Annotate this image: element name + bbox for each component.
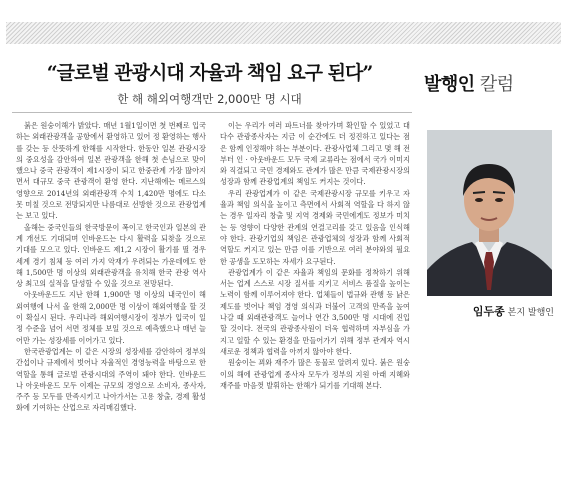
paragraph: 올해는 중국인들의 한국방문이 폭이고 한국인과 일본의 관계 개선도 기대되며 인바운드는 다시 활력을 되찾을 것으로 기대를 모으고 있다. 인바운드 제1,2 시장이 활기를 띨 경우 세계 경기 침체 등 여러 가지 악재가 우려되는 가운데에도 한 해 1,500만 명 이상의 외래관광객을 유치해 한국 관광 역사상 최고의 실적을 달성할 수 있을 것으로 전망된다. xyxy=(16,222,206,289)
headline-divider xyxy=(12,112,412,113)
paragraph: 우리 관광업계가 이 같은 국제관광시장 규모를 키우고 자율과 책임 의식을 높이고 측면에서 사회적 역할을 다 하지 않는 경우 일자리 창출 및 지역 경제와 국민에게도 정보가 미치는 등 영향이 다양한 관계의 연결고리를 갖고 있음을 인식해야 한다. 관광기업의 책임은 관광업체의 성장과 함께 사회적 역할도 커지고 있는 만큼 이를 기반으로 여러 분야와의 필요한 공생을 도모하는 자세가 요구된다. xyxy=(220,188,410,266)
text-column-1 xyxy=(16,120,206,490)
author-name: 임두종 xyxy=(472,305,505,318)
text-column-2 xyxy=(220,120,410,490)
paragraph: 관광업계가 이 같은 자율과 책임의 문화를 정착하기 위해서는 업계 스스로 시장 질서를 지키고 서비스 품질을 높이는 노력이 함께 이루어져야 한다. 업체들이 법규와 관행 등 낡은 제도를 벗어나 책임 경영 의식과 더불어 고객의 만족을 높여 나갈 때 외래관광객도 늘어나 연간 3,500만 명 시대에 진입할 것이다. 전국의 관광종사원이 더욱 협력하며 자부심을 가지고 일할 수 있는 환경을 만들어가기 위해 정부 관계자 역시 새로운 정책과 협력을 아끼지 않아야 한다. xyxy=(220,267,410,356)
author-portrait-icon xyxy=(427,130,552,296)
paragraph: 붉은 원숭이해가 밝았다. 매년 1월1일이면 첫 번째로 입국하는 외래관광객을 공항에서 환영하고 있어 정 환영하는 행사를 갖는 등 산뜻하게 한해를 시작한다. 한동안 일본 관광시장의 중요성을 감안하여 일본 관광객을 한해 첫 손님으로 맞이했으나 중국 관광객이 제1시장이 되고 한중관계 가장 많아지면서 대규모 중국 관광객이 환영 한다. 지난해에는 메르스의 영향으로 2014년의 외래관광객 수치 1,420만 명에도 다소 못 미칠 것으로 전망되지만 나름대로 선방한 것으로 관광업계는 보고 있다. xyxy=(16,121,206,221)
paragraph: 원숭이는 꾀와 재주가 많은 동물로 알려져 있다. 붉은 원숭이의 해에 관광업계 종사자 모두가 정부의 지원 아래 지혜와 재주를 마음껏 발휘하는 한해가 되기를 기대해 본다. xyxy=(220,358,410,390)
paragraph: 이는 우리가 여러 파트너를 찾아가며 확인할 수 있었고 대다수 관광종사자는 지금 이 순간에도 더 정진하고 있다는 점은 함께 인정해야 하는 부분이다. 관광사업체 그리고 몇 해 전부터 인 · 아웃바운드 모두 국제 교류라는 점에서 국가 이미지와 직결되고 국민 경제와도 관계가 많은 만큼 국제관광시장의 성장과 함께 관광업계의 책임도 커지는 것이다. xyxy=(220,121,410,187)
paragraph: 아웃바운드도 지난 한해 1,900만 명 이상의 내국인이 해외여행에 나서 올 한해 2,000만 명 이상이 해외여행을 할 것이 확실시 된다. 우리나라 해외여행시장이 정부가 입국이 일정 수준을 넘어 서면 정체를 보일 것으로 예측했으나 매년 늘어만 가는 성장세를 이어가고 있다. xyxy=(16,290,206,345)
headline: “글로벌 관광시대 자율과 책임 요구 된다” xyxy=(46,62,373,84)
paragraph: 한국관광업계는 이 같은 시장의 성장세를 감안하여 정부의 간섭이나 규제에서 벗어나 자율적인 경영능력을 바탕으로 한 역할을 통해 글로벌 관광시대의 주역이 돼야 한다. 인바운드나 아웃바운드 모두 이제는 규모의 경영으로 소비자, 종사자, 주주 등 모두를 만족시키고 나아가서는 고용 창출, 경제 활성화에 기여하는 산업으로 자리매김했다. xyxy=(16,346,206,413)
column-label-suffix: 칼럼 xyxy=(474,74,514,95)
article-body xyxy=(12,44,555,490)
column-label xyxy=(424,70,554,96)
decorative-stripe-bar xyxy=(6,22,561,44)
author-title: 본지 발행인 xyxy=(504,308,554,318)
subheadline: 한 해 해외여행객만 2,000만 명 시대 xyxy=(117,92,302,106)
column-label-main: 발행인 xyxy=(424,74,475,95)
byline xyxy=(424,303,554,319)
